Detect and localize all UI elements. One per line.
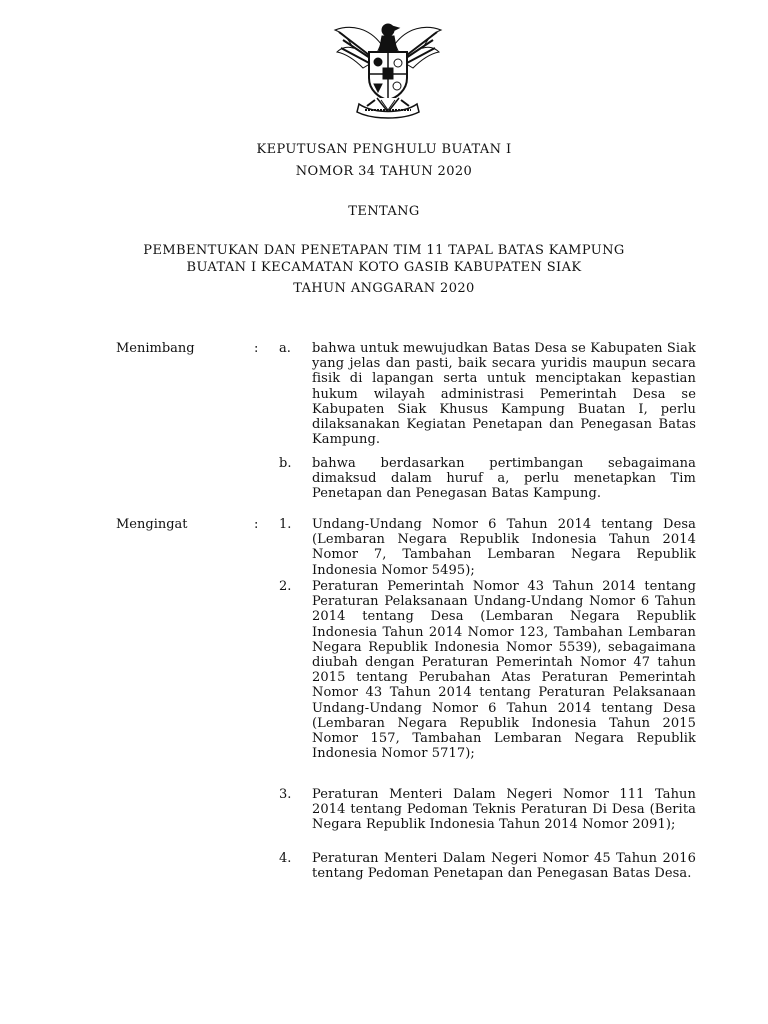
section-colon: : [254,341,259,356]
section-label-mengingat: Mengingat [116,517,188,532]
legal-basis-3-text: Peraturan Menteri Dalam Negeri Nomor 111 Tahun 2014 tentang Pedoman Teknis Peraturan Di Desa (Berita Negara Republik Indonesia Tahun 2014 Nomor 2091); [312,787,696,833]
about-label: TENTANG [348,204,420,219]
section-colon: : [254,517,259,532]
legal-basis-2-text: Peraturan Pemerintah Nomor 43 Tahun 2014 tentang Peraturan Pelaksanaan Undang-Undang Nomor 6 Tahun 2014 tentang Desa (Lembaran Negara Republik Indonesia Tahun 2014 Nomor 123, Tambahan Lembaran Negara Republik Indonesia Nomor 5539), sebagaimana diubah dengan Peraturan Pemerintah Nomor 47 tahun 2015 tentang Perubahan Atas Peraturan Pemerintah Nomor 43 Tahun 2014 tentang Peraturan Pelaksanaan Undang-Undang Nomor 6 Tahun 2014 tentang Desa (Lembaran Negara Republik Indonesia Tahun 2015 Nomor 157, Tambahan Lembaran Negara Republik Indonesia Nomor 5717); [312,579,696,762]
garuda-emblem-icon [329,18,447,122]
item-marker: 3. [279,787,292,802]
item-marker: a. [279,341,291,356]
decree-title: KEPUTUSAN PENGHULU BUATAN I [256,142,512,157]
consideration-a-text: bahwa untuk mewujudkan Batas Desa se Kabupaten Siak yang jelas dan pasti, baik secara yuridis maupun secara fisik di lapangan serta untuk menciptakan kepastian hukum wilayah administrasi Pemerintah Desa se Kabupaten Siak Khusus Kampung Buatan I, perlu dilaksanakan Kegiatan Penetapan dan Penegasan Batas Kampung. [312,341,696,448]
section-label-menimbang: Menimbang [116,341,195,356]
fiscal-year: TAHUN ANGGARAN 2020 [293,281,475,296]
legal-basis-4-text: Peraturan Menteri Dalam Negeri Nomor 45 Tahun 2016 tentang Pedoman Penetapan dan Penegasan Batas Desa. [312,851,696,882]
item-marker: b. [279,456,292,471]
item-marker: 4. [279,851,292,866]
subject-line-1: PEMBENTUKAN DAN PENETAPAN TIM 11 TAPAL BATAS KAMPUNG [143,243,625,258]
item-marker: 1. [279,517,292,532]
item-marker: 2. [279,579,292,594]
legal-basis-1-text: Undang-Undang Nomor 6 Tahun 2014 tentang Desa (Lembaran Negara Republik Indonesia Tahun 2014 Nomor 7, Tambahan Lembaran Negara Republik Indonesia Nomor 5495); [312,517,696,578]
subject-line-2: BUATAN I KECAMATAN KOTO GASIB KABUPATEN SIAK [186,260,582,275]
decree-number: NOMOR 34 TAHUN 2020 [295,164,473,179]
consideration-b-text: bahwa berdasarkan pertimbangan sebagaimana dimaksud dalam huruf a, perlu menetapkan Tim Penetapan dan Penegasan Batas Kampung. [312,456,696,502]
